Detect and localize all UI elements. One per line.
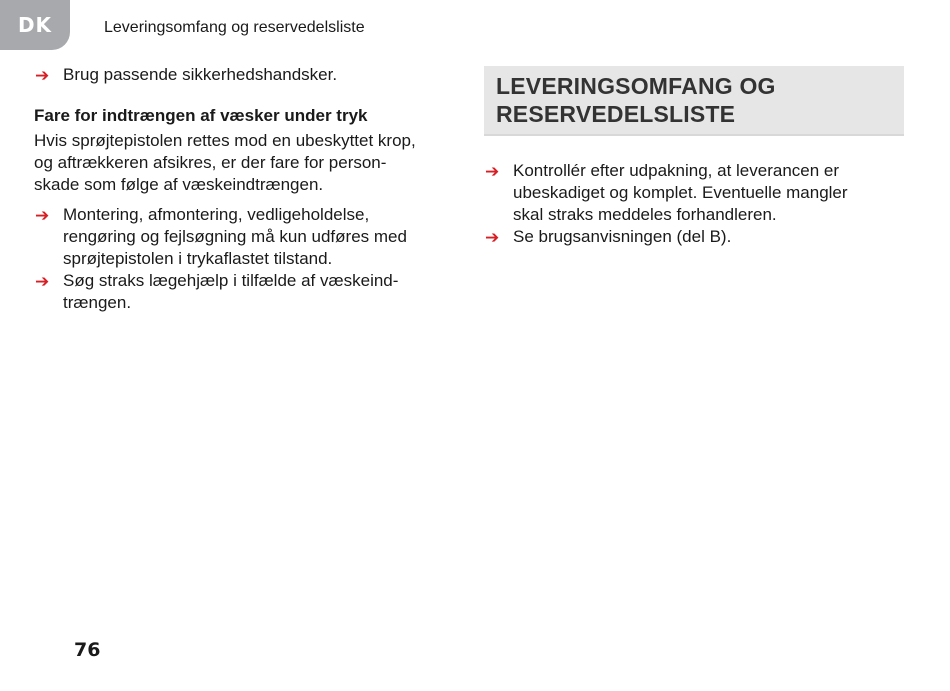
paragraph-line: Hvis sprøjtepistolen rettes mod en ubeskyttet krop, [34, 131, 416, 150]
bullet-line: Se brugsanvisningen (del B). [513, 227, 732, 246]
bullet-item [34, 64, 459, 86]
running-header-title: Leveringsomfang og reservedelsliste [104, 19, 365, 36]
bullet-line: skal straks meddeles forhandleren. [513, 205, 777, 224]
right-column [484, 66, 904, 248]
section-title-line: RESERVEDELSLISTE [496, 101, 736, 127]
delivery-list [484, 160, 904, 248]
bullet-text: Brug passende sikkerhedshandsker. [63, 65, 338, 84]
bullet-line: Kontrollér efter udpakning, at leverancen er [513, 161, 840, 180]
page-number: 76 [74, 639, 101, 661]
language-tab: DK [0, 0, 70, 50]
warning-paragraph [34, 130, 459, 196]
bullet-line: ubeskadiget og komplet. Eventuelle mangler [513, 183, 848, 202]
bullet-line: sprøjtepistolen i trykaflastet tilstand. [63, 249, 333, 268]
arrow-right-icon: ➔ [35, 206, 50, 226]
bullet-item [484, 226, 904, 248]
section-title-line: LEVERINGSOMFANG OG [496, 73, 776, 99]
arrow-right-icon: ➔ [35, 272, 50, 292]
left-column [34, 64, 459, 314]
arrow-right-icon: ➔ [35, 66, 50, 86]
bullet-item [484, 160, 904, 226]
warning-subheading: Fare for indtrængen af væsker under tryk [34, 106, 368, 125]
arrow-right-icon: ➔ [485, 162, 500, 182]
section-heading-box [484, 66, 904, 136]
bullet-line: Søg straks lægehjælp i tilfælde af væskeind- [63, 271, 399, 290]
bullet-item [34, 204, 459, 270]
arrow-right-icon: ➔ [485, 228, 500, 248]
bullet-line: Montering, afmontering, vedligeholdelse, [63, 205, 370, 224]
paragraph-line: skade som følge af væskeindtrængen. [34, 175, 324, 194]
paragraph-line: og aftrækkeren afsikres, er der fare for person- [34, 153, 387, 172]
bullet-item [34, 270, 459, 314]
bullet-line: rengøring og fejlsøgning må kun udføres med [63, 227, 407, 246]
bullet-line: trængen. [63, 293, 132, 312]
